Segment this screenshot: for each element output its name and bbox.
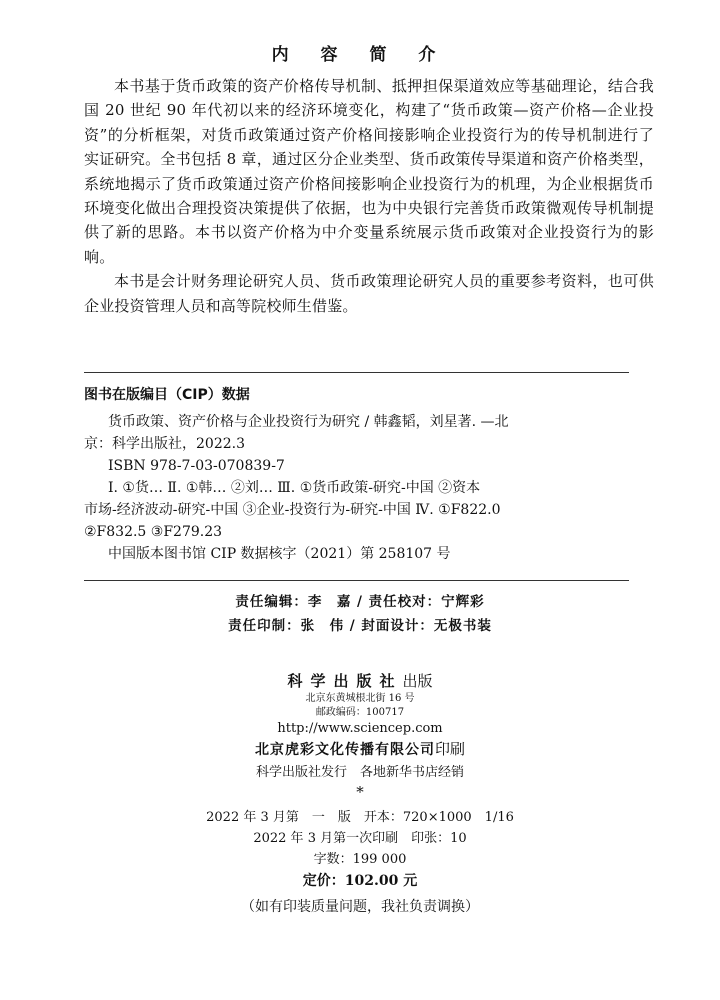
cip-block: [84, 384, 639, 565]
cip-line: 货币政策、资产价格与企业投资行为研究 / 韩鑫韬，刘星著. —北: [108, 414, 509, 430]
credits-block: [0, 590, 720, 638]
cip-isbn: ISBN 978-7-03-070839-7: [108, 458, 285, 474]
cip-heading: 图书在版编目（CIP）数据: [84, 387, 250, 403]
printer-suffix: 印刷: [434, 740, 465, 758]
credits-print-line: 责任印制：张 伟 / 封面设计：无极书装: [228, 618, 492, 634]
word-count: 字数：199 000: [313, 852, 407, 867]
separator-star: *: [356, 783, 364, 801]
cip-number: 中国版本图书馆 CIP 数据核字（2021）第 258107 号: [108, 546, 451, 562]
printer-name: 北京虎彩文化传播有限公司: [254, 742, 435, 758]
page-title: 内 容 简 介: [271, 45, 449, 65]
publisher-suffix: 出版: [402, 672, 433, 690]
publisher-name: 科学出版社: [287, 672, 403, 690]
cip-line: ②F832.5 ③F279.23: [84, 524, 223, 540]
cip-line: 市场-经济波动-研究-中国 ③企业-投资行为-研究-中国 Ⅳ. ①F822.0: [84, 502, 501, 518]
summary-paragraph-1: 本书基于货币政策的资产价格传导机制、抵押担保渠道效应等基础理论，结合我国 20 世纪 90 年代初以来的经济环境变化，构建了“货币政策—资产价格—企业投资”的分析框架，对货币政策通过资产价格间接影响企业投资行为的传导机制进行了实证研究。全书包括 8 章，通过区分企业类型、货币政策传导渠道和资产价格类型，系统地揭示了货币政策通过资产价格间接影响企业投资行为的机理，为企业根据货币环境变化做出合理投资决策提供了依据，也为中央银行完善货币政策微观传导机制提供了新的思路。本书以资产价格为中介变量系统展示货币政策对企业投资行为的影响。: [84, 77, 654, 266]
cip-bottom-divider: [84, 580, 629, 581]
cip-top-divider: [84, 372, 629, 373]
publisher-address: 北京东黄城根北街 16 号: [305, 693, 415, 704]
publisher-url: http://www.sciencep.com: [277, 721, 443, 736]
printer-line: [0, 738, 720, 761]
publication-info: [0, 670, 720, 922]
edition-line: 2022 年 3 月第 一 版 开本：720×1000 1/16: [206, 810, 514, 825]
summary-paragraph-2: 本书是会计财务理论研究人员、货币政策理论研究人员的重要参考资料，也可供企业投资管理人员和高等院校师生借鉴。: [84, 272, 654, 315]
distribution-line: 科学出版社发行 各地新华书店经销: [255, 765, 464, 780]
publisher-postcode: 邮政编码：100717: [315, 707, 405, 718]
cip-line: 京：科学出版社，2022.3: [84, 436, 245, 452]
content-summary: [84, 74, 654, 318]
quality-note: （如有印装质量问题，我社负责调换）: [241, 899, 479, 915]
publisher-line: [0, 670, 720, 692]
printing-line: 2022 年 3 月第一次印刷 印张：10: [253, 831, 467, 846]
cip-line: Ⅰ. ①货… Ⅱ. ①韩… ②刘… Ⅲ. ①货币政策-研究-中国 ②资本: [108, 480, 481, 496]
price: 定价：102.00 元: [302, 873, 418, 889]
credits-editor-line: 责任编辑：李 嘉 / 责任校对：宁辉彩: [235, 594, 485, 610]
